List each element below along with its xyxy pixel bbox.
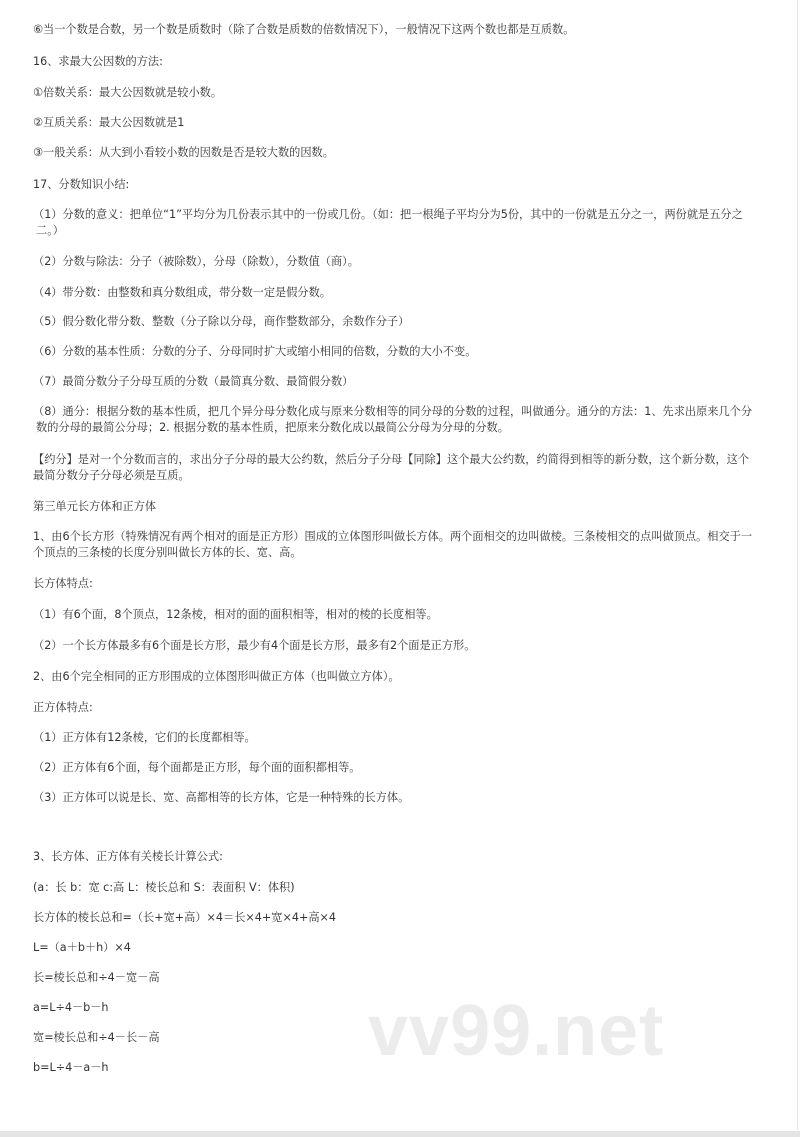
- text-line: ①倍数关系：最大公因数就是较小数。: [33, 86, 223, 99]
- text-line: （4）带分数：由整数和真分数组成，带分数一定是假分数。: [33, 286, 331, 299]
- text-line: 长=棱长总和÷4－宽－高: [33, 971, 160, 984]
- text-line: ③一般关系：从大到小看较小数的因数是否是较大数的因数。: [33, 146, 334, 159]
- text-line: （2）分数与除法：分子（被除数），分母（除数），分数值（商）。: [33, 255, 359, 268]
- text-line: （1）分数的意义：把单位“1”平均分为几份表示其中的一份或几份。（如：把一根绳子平均分为5份，其中的一份就是五分之一，两份就是五分之二。）: [33, 208, 743, 237]
- text-line: 1、由6个长方形（特殊情况有两个相对的面是正方形）围成的立体图形叫做长方体。两个面相交的边叫做棱。三条棱相交的点叫做顶点。相交于一个顶点的三条棱的长度分别叫做长方体的长、宽、高。: [33, 530, 753, 559]
- text-line: 3、长方体、正方体有关棱长计算公式:: [33, 850, 223, 863]
- text-line: （1）有6个面，8个顶点，12条棱，相对的面的面积相等，相对的棱的长度相等。: [33, 608, 438, 621]
- text-line: （2）正方体有6个面，每个面都是正方形，每个面的面积都相等。: [33, 761, 361, 774]
- text-line: 宽=棱长总和÷4－长－高: [33, 1031, 160, 1044]
- text-line: L=（a＋b＋h）×4: [33, 941, 131, 954]
- text-line: （7）最简分数分子分母互质的分数（最简真分数、最简假分数）: [33, 375, 354, 388]
- text-line: （2）一个长方体最多有6个面是长方形，最少有4个面是长方形，最多有2个面是正方形。: [33, 639, 476, 652]
- text-line: 17、分数知识小结:: [33, 178, 130, 191]
- text-line: ②互质关系：最大公因数就是1: [33, 116, 185, 129]
- text-line: 2、由6个完全相同的正方形围成的立体图形叫做正方体（也叫做立方体）。: [33, 670, 400, 683]
- watermark: vv99.net: [368, 991, 665, 1071]
- text-line: ⑥当一个数是合数，另一个数是质数时（除了合数是质数的倍数情况下），一般情况下这两个数也都是互质数。: [33, 23, 575, 36]
- text-line: 正方体特点:: [33, 701, 93, 714]
- page-edge: [797, 0, 798, 1130]
- page-bottom-border: [0, 1131, 800, 1137]
- text-line: 长方体特点:: [33, 577, 93, 590]
- text-line: 长方体的棱长总和=（长+宽+高）×4＝长×4+宽×4+高×4: [33, 911, 337, 924]
- text-line: （6）分数的基本性质：分数的分子、分母同时扩大或缩小相同的倍数，分数的大小不变。: [33, 345, 477, 358]
- text-line: (a：长 b：宽 c:高 L：棱长总和 S：表面积 V：体积): [33, 881, 295, 894]
- text-line: （8）通分：根据分数的基本性质，把几个异分母分数化成与原来分数相等的同分母的分数的过程，叫做通分。通分的方法：1、先求出原来几个分数的分母的最简公分母；2. 根据分数的基本性质，把原来分数化成以最简公分母为分母的分数。: [33, 405, 753, 434]
- text-line: a=L÷4－b－h: [33, 1001, 109, 1014]
- text-line: 16、求最大公因数的方法:: [33, 55, 163, 68]
- section-heading: 第三单元长方体和正方体: [33, 500, 157, 513]
- text-line: （1）正方体有12条棱，它们的长度都相等。: [33, 731, 256, 744]
- text-line: 【约分】是对一个分数而言的，求出分子分母的最大公约数，然后分子分母【同除】这个最大公约数，约简得到相等的新分数，这个新分数，这个最简分数分子分母必须是互质。: [33, 453, 750, 482]
- text-line: （5）假分数化带分数、整数（分子除以分母，商作整数部分，余数作分子）: [33, 315, 410, 328]
- text-line: b=L÷4－a－h: [33, 1061, 109, 1074]
- text-line: （3）正方体可以说是长、宽、高都相等的长方体，它是一种特殊的长方体。: [33, 791, 410, 804]
